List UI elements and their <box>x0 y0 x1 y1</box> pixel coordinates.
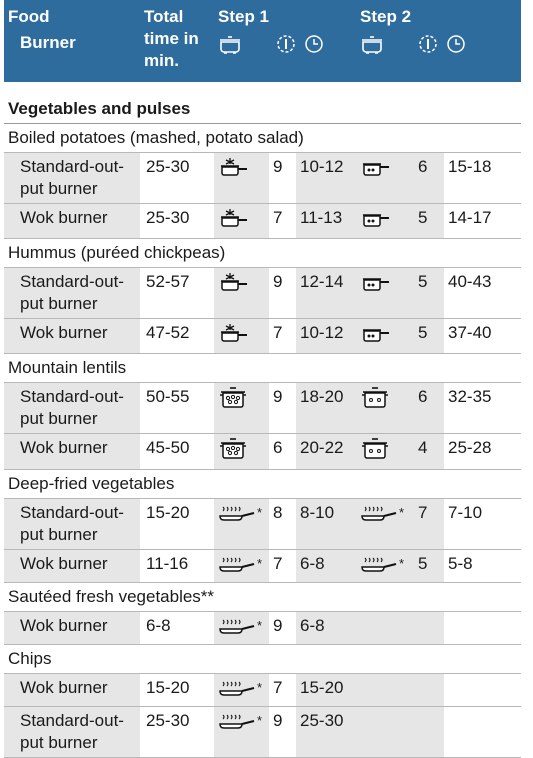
step2-time: 32-35 <box>444 383 521 434</box>
pot-simmer-lid-icon <box>360 322 390 344</box>
pot-simmer-lid-icon <box>360 156 390 178</box>
step-icon-cell <box>356 550 414 583</box>
table-row <box>4 612 521 645</box>
step1-time: 25-30 <box>296 707 356 758</box>
asterisk: * <box>399 556 405 571</box>
step1-level: 7 <box>269 674 296 707</box>
step2-level <box>414 612 444 645</box>
step-icon-cell <box>214 612 269 645</box>
step-icon-cell <box>214 383 269 434</box>
step2-level: 5 <box>414 204 444 239</box>
total-time: 15-20 <box>140 674 214 707</box>
total-time: 50-55 <box>140 383 214 434</box>
table-row <box>4 153 521 204</box>
step2-time: 14-17 <box>444 204 521 239</box>
header-step2: Step 2 <box>356 0 521 32</box>
burner-name: Wok burner <box>4 612 140 645</box>
clock-icon <box>446 34 466 54</box>
pot-boiling-lid-icon <box>218 207 248 229</box>
step2-level: 6 <box>414 153 444 204</box>
table-row <box>4 319 521 354</box>
step-icon-cell <box>214 434 269 470</box>
step1-time: 10-12 <box>296 153 356 204</box>
asterisk: * <box>257 618 263 633</box>
step2-level: 7 <box>414 499 444 550</box>
food-group-row <box>4 645 521 674</box>
step2-time: 5-8 <box>444 550 521 583</box>
table-row <box>4 204 521 239</box>
step-icon-cell <box>214 674 269 707</box>
food-group-row <box>4 470 521 499</box>
step2-time: 25-28 <box>444 434 521 470</box>
step2-time: 7-10 <box>444 499 521 550</box>
header-burner: Burner <box>4 32 140 82</box>
header-step1: Step 1 <box>214 0 356 32</box>
burner-name: Wok burner <box>4 434 140 470</box>
step2-level <box>414 707 444 758</box>
total-time: 45-50 <box>140 434 214 470</box>
table-row <box>4 550 521 583</box>
frying-pan-icon <box>218 710 256 732</box>
step-icon-cell <box>214 319 269 354</box>
burner-name: Standard-out-put burner <box>4 499 140 550</box>
burner-name: Wok burner <box>4 204 140 239</box>
step2-level: 5 <box>414 319 444 354</box>
table-row <box>4 434 521 470</box>
step1-time: 20-22 <box>296 434 356 470</box>
section-title: Vegetables and pulses <box>4 82 521 124</box>
step1-level: 9 <box>269 612 296 645</box>
step2-time: 15-18 <box>444 153 521 204</box>
step2-level: 6 <box>414 383 444 434</box>
frying-pan-icon <box>218 677 256 699</box>
food-group-name: Hummus (puréed chickpeas) <box>4 239 521 268</box>
total-time: 25-30 <box>140 707 214 758</box>
pot-boiling-lid-icon <box>218 322 248 344</box>
step1-level: 7 <box>269 204 296 239</box>
table-row <box>4 383 521 434</box>
stockpot-boil-icon <box>218 386 248 408</box>
asterisk: * <box>257 713 263 728</box>
step1-time: 18-20 <box>296 383 356 434</box>
pot-boiling-lid-icon <box>218 271 248 293</box>
step2-time: 37-40 <box>444 319 521 354</box>
stockpot-simmer-icon <box>360 437 390 459</box>
table-row <box>4 499 521 550</box>
step1-time: 6-8 <box>296 612 356 645</box>
food-group-row <box>4 124 521 153</box>
step-icon-cell <box>214 550 269 583</box>
table-header <box>4 0 521 82</box>
step-icon-cell <box>214 268 269 319</box>
frying-pan-icon <box>218 502 256 524</box>
food-group-name: Mountain lentils <box>4 354 521 383</box>
total-time: 25-30 <box>140 153 214 204</box>
step2-level: 5 <box>414 550 444 583</box>
burner-name: Standard-out-put burner <box>4 153 140 204</box>
total-time: 52-57 <box>140 268 214 319</box>
frying-pan-icon <box>218 615 256 637</box>
cooking-table <box>4 0 521 758</box>
step1-time: 12-14 <box>296 268 356 319</box>
total-time: 6-8 <box>140 612 214 645</box>
total-time: 15-20 <box>140 499 214 550</box>
step2-time: 40-43 <box>444 268 521 319</box>
header-step1-icons <box>214 32 356 82</box>
food-group-row <box>4 354 521 383</box>
asterisk: * <box>257 680 263 695</box>
step-icon-cell <box>356 612 414 645</box>
total-time: 25-30 <box>140 204 214 239</box>
step1-level: 9 <box>269 383 296 434</box>
pot-simmer-lid-icon <box>360 271 390 293</box>
step-icon-cell <box>356 707 414 758</box>
step-icon-cell <box>356 499 414 550</box>
step-icon-cell <box>214 204 269 239</box>
step-icon-cell <box>214 499 269 550</box>
asterisk: * <box>399 505 405 520</box>
step1-level: 7 <box>269 319 296 354</box>
step-icon-cell <box>356 674 414 707</box>
burner-name: Wok burner <box>4 674 140 707</box>
step1-level: 9 <box>269 153 296 204</box>
total-time: 11-16 <box>140 550 214 583</box>
step2-level: 5 <box>414 268 444 319</box>
step2-time <box>444 612 521 645</box>
frying-pan-icon <box>360 502 398 524</box>
table-row <box>4 707 521 758</box>
stockpot-simmer-icon <box>360 386 390 408</box>
step1-time: 15-20 <box>296 674 356 707</box>
asterisk: * <box>257 556 263 571</box>
header-total-time: Total time in min. <box>140 0 214 82</box>
total-time: 47-52 <box>140 319 214 354</box>
step2-level: 4 <box>414 434 444 470</box>
step-icon-cell <box>214 153 269 204</box>
heat-level-icon <box>276 34 296 54</box>
step2-time <box>444 707 521 758</box>
burner-name: Standard-out-put burner <box>4 383 140 434</box>
burner-name: Wok burner <box>4 319 140 354</box>
food-group-name: Deep-fried vegetables <box>4 470 521 499</box>
step1-level: 6 <box>269 434 296 470</box>
step1-time: 10-12 <box>296 319 356 354</box>
pot-icon <box>360 34 384 54</box>
food-group-name: Sautéed fresh vegetables** <box>4 583 521 612</box>
burner-name: Wok burner <box>4 550 140 583</box>
table-body <box>4 82 521 758</box>
step-icon-cell <box>356 153 414 204</box>
step-icon-cell <box>356 268 414 319</box>
step-icon-cell <box>356 204 414 239</box>
step-icon-cell <box>356 434 414 470</box>
food-group-row <box>4 239 521 268</box>
step-icon-cell <box>356 383 414 434</box>
step2-time <box>444 674 521 707</box>
step-icon-cell <box>356 319 414 354</box>
header-food: Food <box>4 0 140 32</box>
frying-pan-icon <box>360 553 398 575</box>
clock-icon <box>304 34 324 54</box>
step1-time: 8-10 <box>296 499 356 550</box>
step1-level: 8 <box>269 499 296 550</box>
frying-pan-icon <box>218 553 256 575</box>
asterisk: * <box>257 505 263 520</box>
pot-icon <box>218 34 242 54</box>
step2-level <box>414 674 444 707</box>
pot-boiling-lid-icon <box>218 156 248 178</box>
heat-level-icon <box>418 34 438 54</box>
step1-time: 11-13 <box>296 204 356 239</box>
step1-time: 6-8 <box>296 550 356 583</box>
food-group-row <box>4 583 521 612</box>
food-group-name: Boiled potatoes (mashed, potato salad) <box>4 124 521 153</box>
pot-simmer-lid-icon <box>360 207 390 229</box>
step1-level: 9 <box>269 707 296 758</box>
food-group-name: Chips <box>4 645 521 674</box>
burner-name: Standard-out-put burner <box>4 268 140 319</box>
header-step2-icons <box>356 32 521 82</box>
stockpot-boil-icon <box>218 437 248 459</box>
step1-level: 7 <box>269 550 296 583</box>
table-row <box>4 268 521 319</box>
table-row <box>4 674 521 707</box>
step1-level: 9 <box>269 268 296 319</box>
step-icon-cell <box>214 707 269 758</box>
burner-name: Standard-out-put burner <box>4 707 140 758</box>
